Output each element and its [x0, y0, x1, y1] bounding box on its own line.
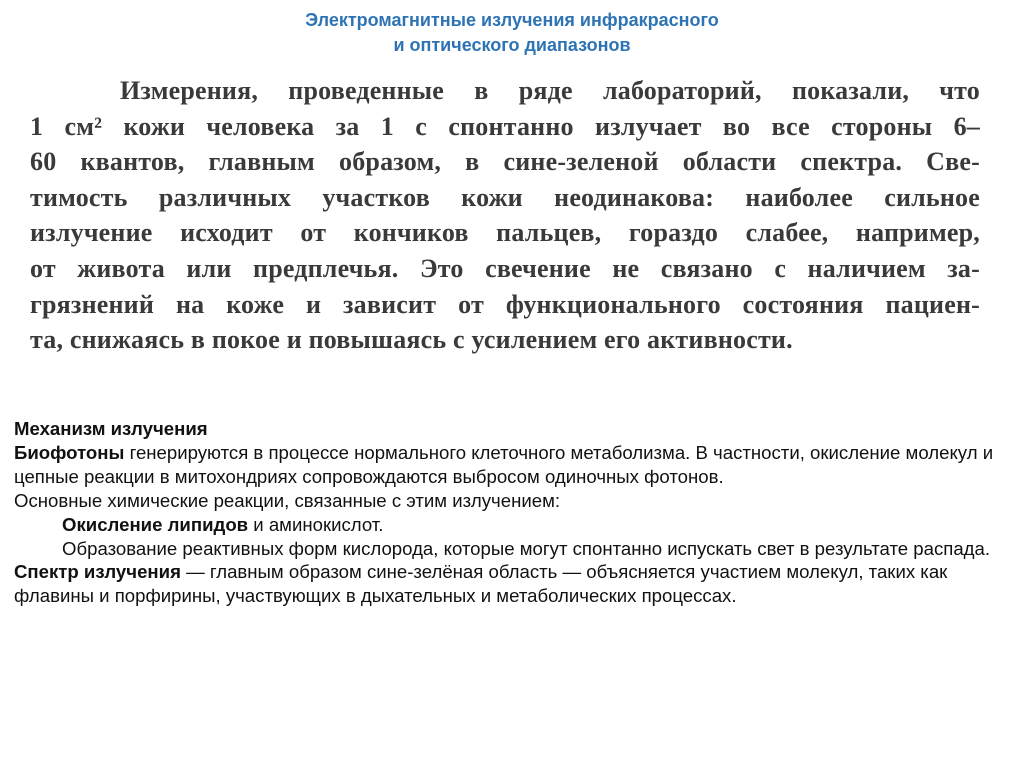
body-text [14, 417, 1014, 608]
quote-line: от живота или предплечья. Это свечение не связано с наличием за- [30, 253, 980, 283]
slide-title [0, 8, 1024, 58]
paragraph-reactions: Основные химические реакции, связанные с этим излучением: [14, 489, 561, 511]
paragraph-spectrum: Спектр излучения — главным образом сине-зелёная область — объясняется участием молекул, таких как флавины и порфирины, участвующих в дыхательных и метаболических процессах. [14, 561, 948, 607]
slide-title-line-1: Электромагнитные излучения инфракрасного [305, 10, 719, 30]
quote-line: излучение исходит от кончиков пальцев, гораздо слабее, например, [30, 218, 980, 248]
slide-title-line-2: и оптического диапазонов [393, 35, 631, 55]
term-spectrum: Спектр излучения [14, 561, 181, 583]
quote-line: грязнений на коже и зависит от функционального состояния пациен- [30, 289, 980, 319]
list-item: Образование реактивных форм кислорода, которые могут спонтанно испускать свет в результате распада. [62, 537, 991, 559]
quote-line: та, снижаясь в покое и повышаясь с усилением его активности. [30, 325, 793, 355]
list-item: Окисление липидов и аминокислот. [62, 513, 384, 535]
quote-line: 1 см² кожи человека за 1 с спонтанно излучает во все стороны 6– [30, 111, 980, 141]
quote-line: 60 квантов, главным образом, в сине-зеленой области спектра. Све- [30, 147, 980, 177]
quote-line: тимость различных участков кожи неодинакова: наиболее сильное [30, 182, 980, 212]
term-biophotons: Биофотоны [14, 441, 125, 463]
term-lipid-oxidation: Окисление липидов [62, 513, 249, 535]
scanned-quote [30, 73, 980, 358]
section-heading: Механизм излучения [14, 418, 208, 439]
paragraph-biophotons: Биофотоны генерируются в процессе нормального клеточного метаболизма. В частности, окисление молекул и цепные реакции в митохондриях сопровождаются выбросом одиночных фотонов. [14, 441, 994, 487]
quote-line: Измерения, проведенные в ряде лабораторий, показали, что [120, 76, 980, 105]
